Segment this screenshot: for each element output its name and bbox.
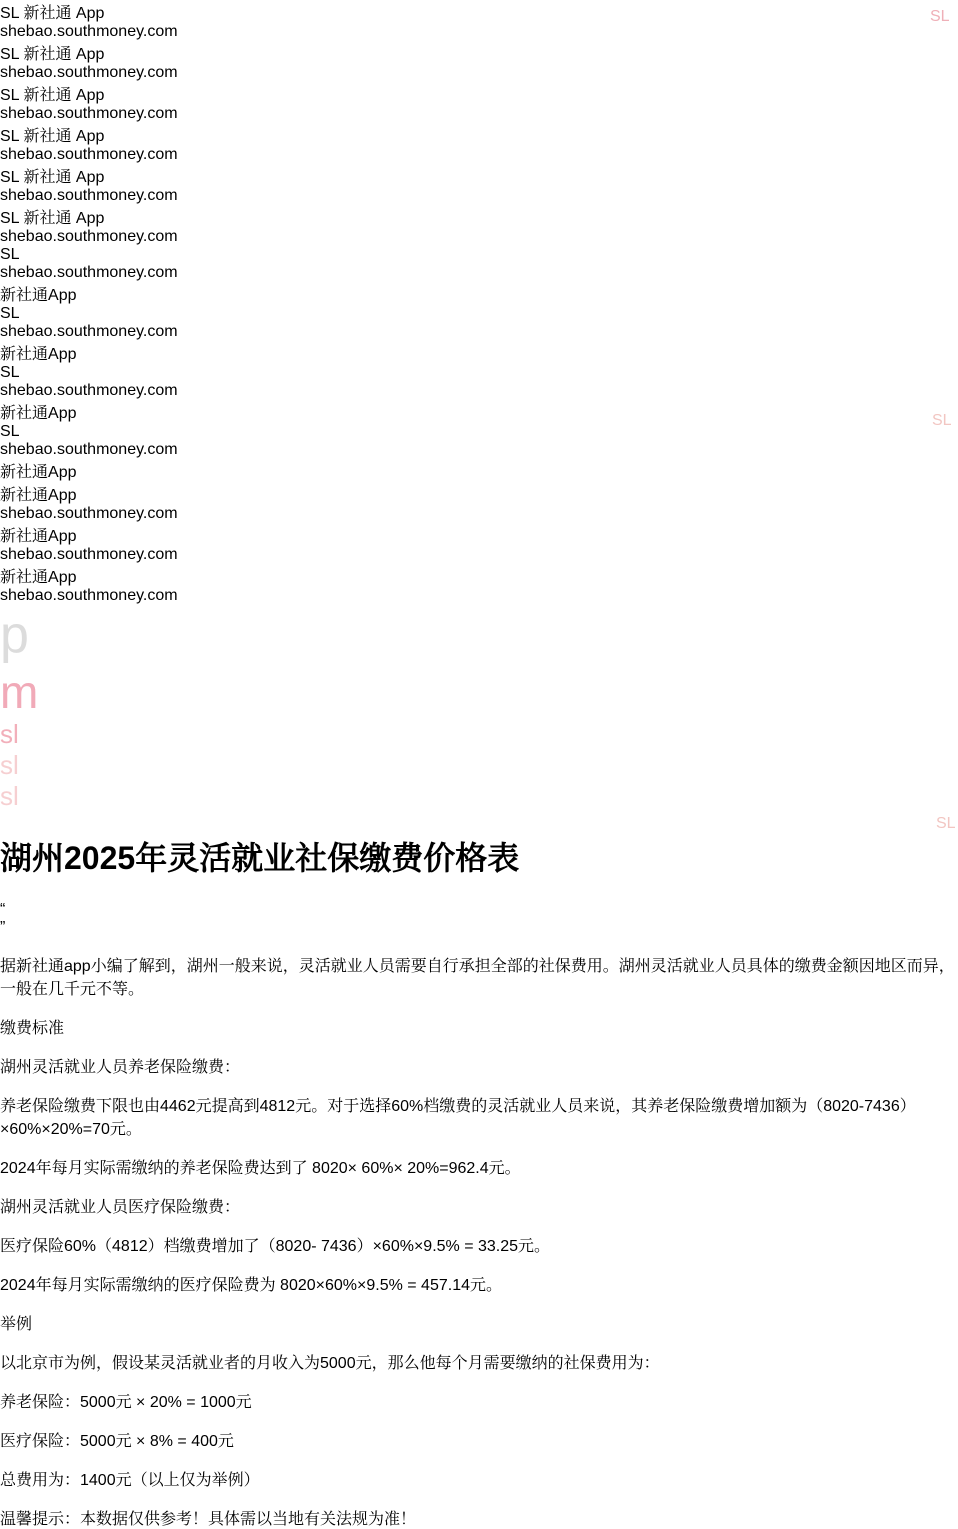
shetong-logo-icon: SL: [0, 87, 19, 104]
watermark-fragment-m: m: [0, 666, 39, 718]
watermark-fragment-sl: sl: [0, 750, 19, 780]
watermark-fragment-sl: sl: [0, 719, 19, 749]
watermark-brand: 新社通App: [0, 405, 77, 422]
shetong-logo-icon-clipped: SL: [930, 8, 950, 25]
shetong-logo-icon: SL: [0, 169, 19, 186]
shetong-logo-icon: SL: [0, 423, 20, 440]
watermark-url: shebao.southmoney.com: [0, 546, 178, 563]
watermark-brand: 新社通App: [0, 287, 77, 304]
shetong-logo-icon: SL: [0, 305, 20, 322]
intro-text: 据新社通app小编了解到，湖州一般来说，灵活就业人员需要自行承担全部的社保费用。湖州灵活就业人员具体的缴费金额因地区而异，一般在几千元不等。: [0, 957, 955, 998]
watermark-url: shebao.southmoney.com: [0, 23, 178, 40]
watermark-brand: 新社通App: [0, 346, 77, 363]
watermark-url: shebao.southmoney.com: [0, 505, 178, 522]
watermark-brand: 新社通App: [0, 528, 77, 545]
shetong-logo-icon: SL: [0, 246, 20, 263]
paragraph: 湖州灵活就业人员医疗保险缴费：: [0, 1198, 241, 1216]
watermark-url: shebao.southmoney.com: [0, 64, 178, 81]
footer-note: 温馨提示：本数据仅供参考！具体需以当地有关法规为准！: [0, 1510, 417, 1528]
shetong-logo-icon: SL: [0, 210, 19, 227]
shetong-logo-icon: SL: [0, 46, 19, 63]
watermark-brand: 新社通: [23, 169, 72, 186]
watermark-brand-suffix: App: [75, 169, 105, 186]
shetong-logo-icon-clipped: SL: [936, 815, 956, 832]
watermark-brand: 新社通: [23, 46, 72, 63]
watermark-url: shebao.southmoney.com: [0, 323, 178, 340]
paragraph: 养老保险：5000元 × 20% = 1000元: [0, 1393, 252, 1411]
watermark-brand: 新社通: [23, 5, 72, 22]
watermark-brand-suffix: App: [75, 128, 105, 145]
section-label-payment-standard: 缴费标准: [0, 1019, 65, 1037]
watermark-brand: 新社通App: [0, 464, 77, 481]
section-label-example: 举例: [0, 1315, 33, 1333]
shetong-logo-icon-clipped: SL: [932, 412, 952, 429]
watermark-url: shebao.southmoney.com: [0, 105, 178, 122]
watermark-url: shebao.southmoney.com: [0, 441, 178, 458]
paragraph: 医疗保险：5000元 × 8% = 400元: [0, 1432, 234, 1450]
watermark-fragment-sl: sl: [0, 781, 19, 811]
page-title: 湖州2025年灵活就业社保缴费价格表: [0, 840, 520, 877]
paragraph: 以北京市为例，假设某灵活就业者的月收入为5000元，那么他每个月需要缴纳的社保费用为：: [0, 1354, 660, 1372]
watermark-url: shebao.southmoney.com: [0, 382, 178, 399]
watermark-fragment-p: p: [0, 606, 29, 664]
watermark-url: shebao.southmoney.com: [0, 587, 178, 604]
watermark-brand: 新社通: [23, 128, 72, 145]
watermark-url: shebao.southmoney.com: [0, 264, 178, 281]
paragraph: 2024年每月实际需缴纳的养老保险费达到了 8020× 60%× 20%=962.4元。: [0, 1159, 521, 1177]
watermark-brand: 新社通: [23, 87, 72, 104]
paragraph: 湖州灵活就业人员养老保险缴费：: [0, 1058, 241, 1076]
paragraph: 2024年每月实际需缴纳的医疗保险费为 8020×60%×9.5% = 457.14元。: [0, 1276, 502, 1294]
watermark-url: shebao.southmoney.com: [0, 187, 178, 204]
shetong-logo-icon: SL: [0, 5, 19, 22]
watermark-brand-suffix: App: [75, 210, 105, 227]
watermark-brand-suffix: App: [75, 46, 105, 63]
shetong-logo-icon: SL: [0, 128, 19, 145]
watermark-url: shebao.southmoney.com: [0, 146, 178, 163]
shetong-logo-icon: SL: [0, 364, 20, 381]
quote-open-icon: “: [0, 900, 6, 918]
watermark-brand: 新社通App: [0, 569, 77, 586]
paragraph: 医疗保险60%（4812）档缴费增加了（8020- 7436）×60%×9.5% = 33.25元。: [0, 1237, 551, 1255]
example-content: [0, 1350, 958, 1490]
watermark-brand: 新社通App: [0, 487, 77, 504]
payment-standard-content: [0, 1054, 958, 1295]
watermark-brand-suffix: App: [75, 87, 105, 104]
paragraph: 总费用为：1400元（以上仅为举例）: [0, 1471, 260, 1489]
paragraph: 养老保险缴费下限也由4462元提高到4812元。对于选择60%档缴费的灵活就业人员来说，其养老保险缴费增加额为（8020-7436）×60%×20%=70元。: [0, 1097, 916, 1138]
watermark-brand: 新社通: [23, 210, 72, 227]
intro-card-background: [28, 94, 931, 168]
watermark-brand-suffix: App: [75, 5, 105, 22]
watermark-url: shebao.southmoney.com: [0, 228, 178, 245]
quote-close-icon: ”: [0, 918, 6, 936]
